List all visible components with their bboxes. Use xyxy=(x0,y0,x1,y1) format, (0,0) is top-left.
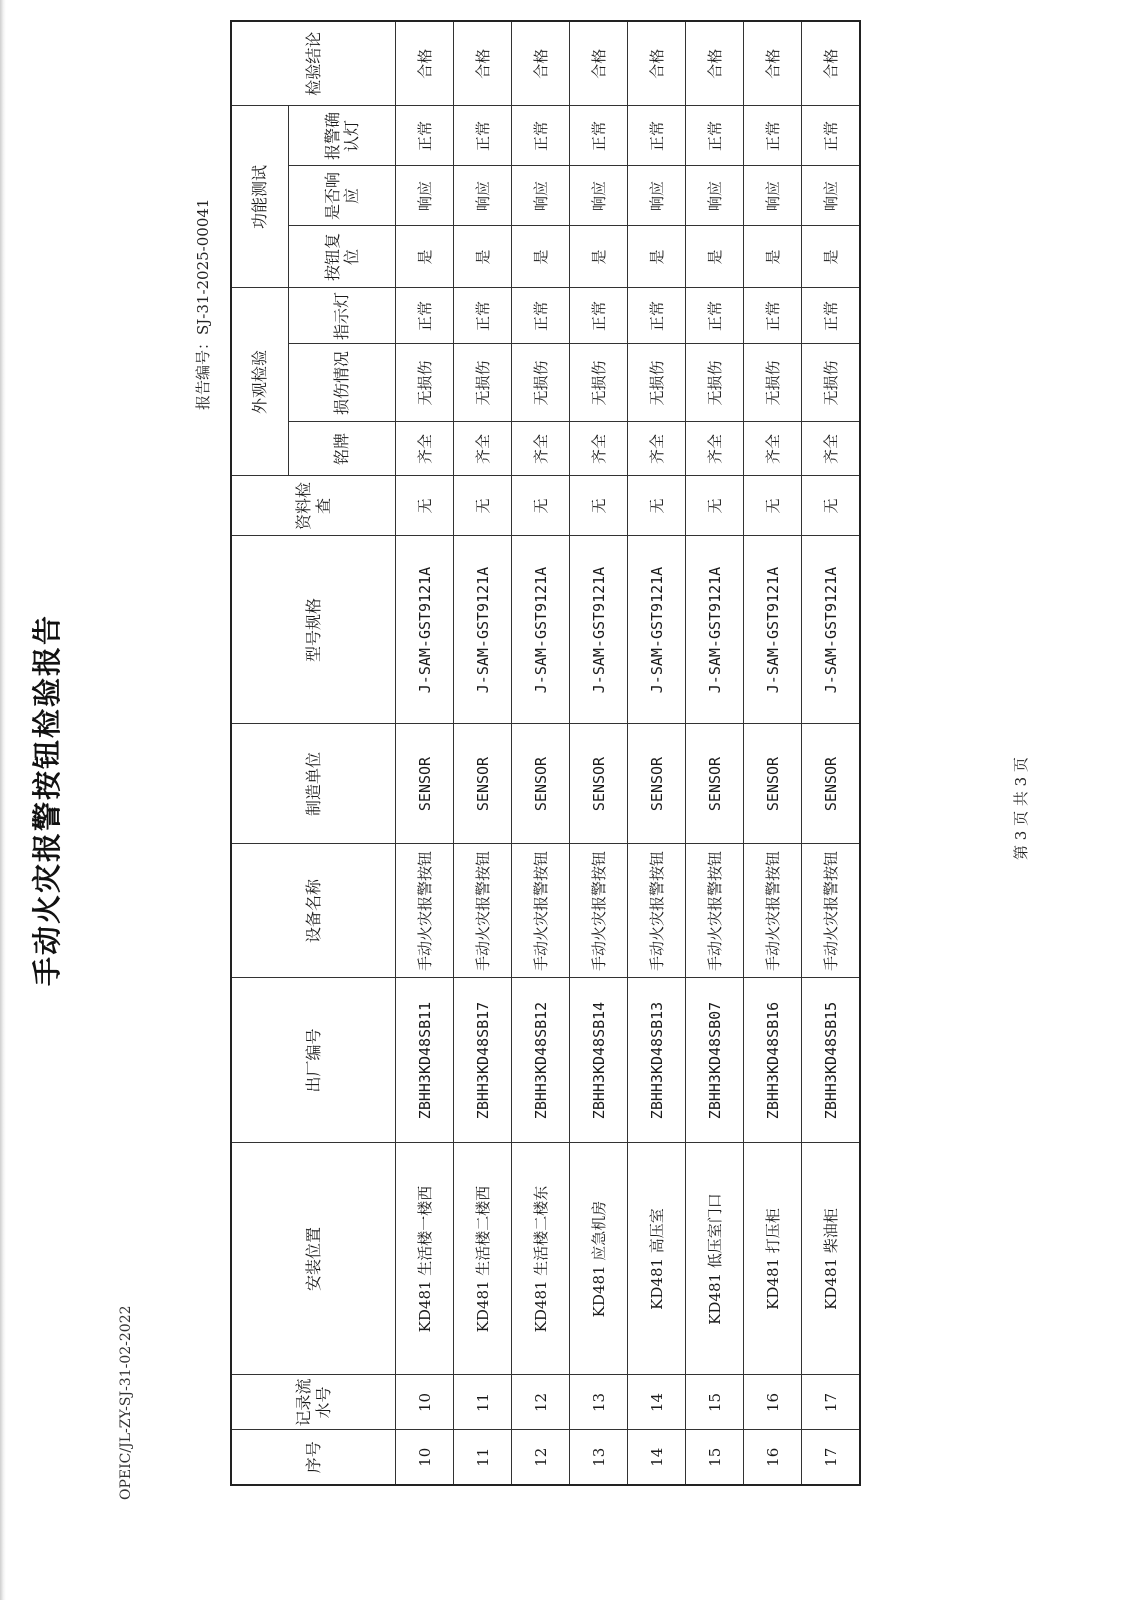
cell-nameplate: 齐全 xyxy=(628,422,686,476)
cell-indicator: 正常 xyxy=(454,288,512,344)
header-serial: 出厂编号 xyxy=(231,978,396,1143)
header-model: 型号规格 xyxy=(231,536,396,724)
table-row xyxy=(570,21,628,1485)
cell-nameplate: 齐全 xyxy=(396,422,454,476)
cell-nameplate: 齐全 xyxy=(454,422,512,476)
cell-location: KD481 低压室门口 xyxy=(686,1143,744,1375)
cell-indicator: 正常 xyxy=(744,288,802,344)
cell-reset: 是 xyxy=(686,226,744,288)
cell-record: 16 xyxy=(744,1375,802,1430)
cell-manufacturer: SENSOR xyxy=(744,724,802,844)
cell-seq: 10 xyxy=(396,1430,454,1485)
cell-record: 10 xyxy=(396,1375,454,1430)
cell-damage: 无损伤 xyxy=(802,344,861,422)
cell-indicator: 正常 xyxy=(396,288,454,344)
cell-response: 响应 xyxy=(744,166,802,226)
cell-model: J-SAM-GST9121A xyxy=(686,536,744,724)
cell-seq: 15 xyxy=(686,1430,744,1485)
cell-location: KD481 应急机房 xyxy=(570,1143,628,1375)
cell-result: 合格 xyxy=(744,21,802,106)
cell-model: J-SAM-GST9121A xyxy=(744,536,802,724)
cell-response: 响应 xyxy=(570,166,628,226)
cell-result: 合格 xyxy=(570,21,628,106)
header-indicator: 指示灯 xyxy=(289,288,396,344)
header-record-no: 记录流水号 xyxy=(231,1375,396,1430)
cell-reset: 是 xyxy=(744,226,802,288)
cell-serial: ZBHH3KD48SB14 xyxy=(570,978,628,1143)
cell-reset: 是 xyxy=(396,226,454,288)
cell-result: 合格 xyxy=(454,21,512,106)
cell-reset: 是 xyxy=(802,226,861,288)
cell-response: 响应 xyxy=(628,166,686,226)
cell-manufacturer: SENSOR xyxy=(396,724,454,844)
cell-damage: 无损伤 xyxy=(686,344,744,422)
header-conclusion: 检验结论 xyxy=(231,21,396,106)
cell-response: 响应 xyxy=(802,166,861,226)
cell-response: 响应 xyxy=(512,166,570,226)
cell-record: 13 xyxy=(570,1375,628,1430)
cell-damage: 无损伤 xyxy=(628,344,686,422)
cell-nameplate: 齐全 xyxy=(512,422,570,476)
cell-serial: ZBHH3KD48SB11 xyxy=(396,978,454,1143)
cell-device-name: 手动火灾报警按钮 xyxy=(396,844,454,978)
cell-model: J-SAM-GST9121A xyxy=(396,536,454,724)
cell-device-name: 手动火灾报警按钮 xyxy=(744,844,802,978)
cell-seq: 14 xyxy=(628,1430,686,1485)
header-doc-check: 资料检查 xyxy=(231,476,396,536)
cell-result: 合格 xyxy=(512,21,570,106)
cell-seq: 17 xyxy=(802,1430,861,1485)
cell-device-name: 手动火灾报警按钮 xyxy=(802,844,861,978)
inspection-table xyxy=(230,20,861,1486)
cell-response: 响应 xyxy=(454,166,512,226)
cell-serial: ZBHH3KD48SB12 xyxy=(512,978,570,1143)
cell-indicator: 正常 xyxy=(570,288,628,344)
cell-manufacturer: SENSOR xyxy=(454,724,512,844)
header-response: 是否响应 xyxy=(289,166,396,226)
report-number: 报告编号：SJ-31-2025-00041 xyxy=(194,198,212,410)
cell-reset: 是 xyxy=(512,226,570,288)
table-body xyxy=(396,21,861,1485)
table-row xyxy=(628,21,686,1485)
cell-serial: ZBHH3KD48SB17 xyxy=(454,978,512,1143)
cell-serial: ZBHH3KD48SB15 xyxy=(802,978,861,1143)
header-function-test: 功能测试 xyxy=(231,106,289,288)
header-nameplate: 铭牌 xyxy=(289,422,396,476)
cell-model: J-SAM-GST9121A xyxy=(454,536,512,724)
cell-device-name: 手动火灾报警按钮 xyxy=(512,844,570,978)
cell-device-name: 手动火灾报警按钮 xyxy=(454,844,512,978)
cell-doc: 无 xyxy=(396,476,454,536)
cell-manufacturer: SENSOR xyxy=(570,724,628,844)
table-row xyxy=(744,21,802,1485)
report-title: 手动火灾报警按钮检验报告 xyxy=(30,614,64,987)
cell-location: KD481 柴油柜 xyxy=(802,1143,861,1375)
table-row xyxy=(396,21,454,1485)
cell-nameplate: 齐全 xyxy=(744,422,802,476)
cell-damage: 无损伤 xyxy=(512,344,570,422)
cell-result: 合格 xyxy=(686,21,744,106)
cell-doc: 无 xyxy=(628,476,686,536)
header-damage: 损伤情况 xyxy=(289,344,396,422)
cell-confirm: 正常 xyxy=(628,106,686,166)
header-device-name: 设备名称 xyxy=(231,844,396,978)
cell-location: KD481 打压柜 xyxy=(744,1143,802,1375)
cell-result: 合格 xyxy=(802,21,861,106)
cell-result: 合格 xyxy=(628,21,686,106)
header-appearance: 外观检验 xyxy=(231,288,289,476)
cell-record: 12 xyxy=(512,1375,570,1430)
cell-serial: ZBHH3KD48SB13 xyxy=(628,978,686,1143)
cell-device-name: 手动火灾报警按钮 xyxy=(570,844,628,978)
cell-doc: 无 xyxy=(686,476,744,536)
cell-model: J-SAM-GST9121A xyxy=(802,536,861,724)
cell-indicator: 正常 xyxy=(512,288,570,344)
cell-reset: 是 xyxy=(570,226,628,288)
cell-model: J-SAM-GST9121A xyxy=(512,536,570,724)
cell-doc: 无 xyxy=(570,476,628,536)
cell-model: J-SAM-GST9121A xyxy=(628,536,686,724)
cell-reset: 是 xyxy=(628,226,686,288)
cell-result: 合格 xyxy=(396,21,454,106)
cell-confirm: 正常 xyxy=(512,106,570,166)
cell-response: 响应 xyxy=(396,166,454,226)
cell-record: 11 xyxy=(454,1375,512,1430)
cell-confirm: 正常 xyxy=(570,106,628,166)
cell-record: 14 xyxy=(628,1375,686,1430)
cell-seq: 12 xyxy=(512,1430,570,1485)
cell-doc: 无 xyxy=(512,476,570,536)
cell-confirm: 正常 xyxy=(396,106,454,166)
cell-device-name: 手动火灾报警按钮 xyxy=(628,844,686,978)
cell-damage: 无损伤 xyxy=(454,344,512,422)
cell-manufacturer: SENSOR xyxy=(686,724,744,844)
cell-seq: 13 xyxy=(570,1430,628,1485)
cell-doc: 无 xyxy=(454,476,512,536)
cell-manufacturer: SENSOR xyxy=(628,724,686,844)
cell-location: KD481 生活楼一楼西 xyxy=(396,1143,454,1375)
header-button-reset: 按钮复位 xyxy=(289,226,396,288)
form-code: OPEIC/JL-ZY-SJ-31-02-2022 xyxy=(118,1305,134,1500)
cell-doc: 无 xyxy=(744,476,802,536)
cell-nameplate: 齐全 xyxy=(686,422,744,476)
cell-location: KD481 高压室 xyxy=(628,1143,686,1375)
page-number: 第 3 页 共 3 页 xyxy=(1012,757,1030,860)
cell-manufacturer: SENSOR xyxy=(802,724,861,844)
header-alarm-confirm: 报警确认灯 xyxy=(289,106,396,166)
cell-seq: 16 xyxy=(744,1430,802,1485)
cell-indicator: 正常 xyxy=(628,288,686,344)
cell-indicator: 正常 xyxy=(802,288,861,344)
cell-confirm: 正常 xyxy=(454,106,512,166)
cell-damage: 无损伤 xyxy=(396,344,454,422)
cell-response: 响应 xyxy=(686,166,744,226)
cell-seq: 11 xyxy=(454,1430,512,1485)
table-row xyxy=(512,21,570,1485)
cell-location: KD481 生活楼二楼东 xyxy=(512,1143,570,1375)
cell-damage: 无损伤 xyxy=(744,344,802,422)
cell-device-name: 手动火灾报警按钮 xyxy=(686,844,744,978)
cell-manufacturer: SENSOR xyxy=(512,724,570,844)
cell-nameplate: 齐全 xyxy=(802,422,861,476)
cell-record: 17 xyxy=(802,1375,861,1430)
header-manufacturer: 制造单位 xyxy=(231,724,396,844)
cell-confirm: 正常 xyxy=(802,106,861,166)
table-row xyxy=(802,21,861,1485)
cell-nameplate: 齐全 xyxy=(570,422,628,476)
header-location: 安装位置 xyxy=(231,1143,396,1375)
cell-confirm: 正常 xyxy=(744,106,802,166)
cell-record: 15 xyxy=(686,1375,744,1430)
cell-serial: ZBHH3KD48SB07 xyxy=(686,978,744,1143)
header-seq: 序号 xyxy=(231,1430,396,1485)
cell-indicator: 正常 xyxy=(686,288,744,344)
table-row xyxy=(686,21,744,1485)
cell-model: J-SAM-GST9121A xyxy=(570,536,628,724)
cell-doc: 无 xyxy=(802,476,861,536)
cell-reset: 是 xyxy=(454,226,512,288)
cell-location: KD481 生活楼二楼西 xyxy=(454,1143,512,1375)
cell-serial: ZBHH3KD48SB16 xyxy=(744,978,802,1143)
cell-damage: 无损伤 xyxy=(570,344,628,422)
cell-confirm: 正常 xyxy=(686,106,744,166)
table-row xyxy=(454,21,512,1485)
